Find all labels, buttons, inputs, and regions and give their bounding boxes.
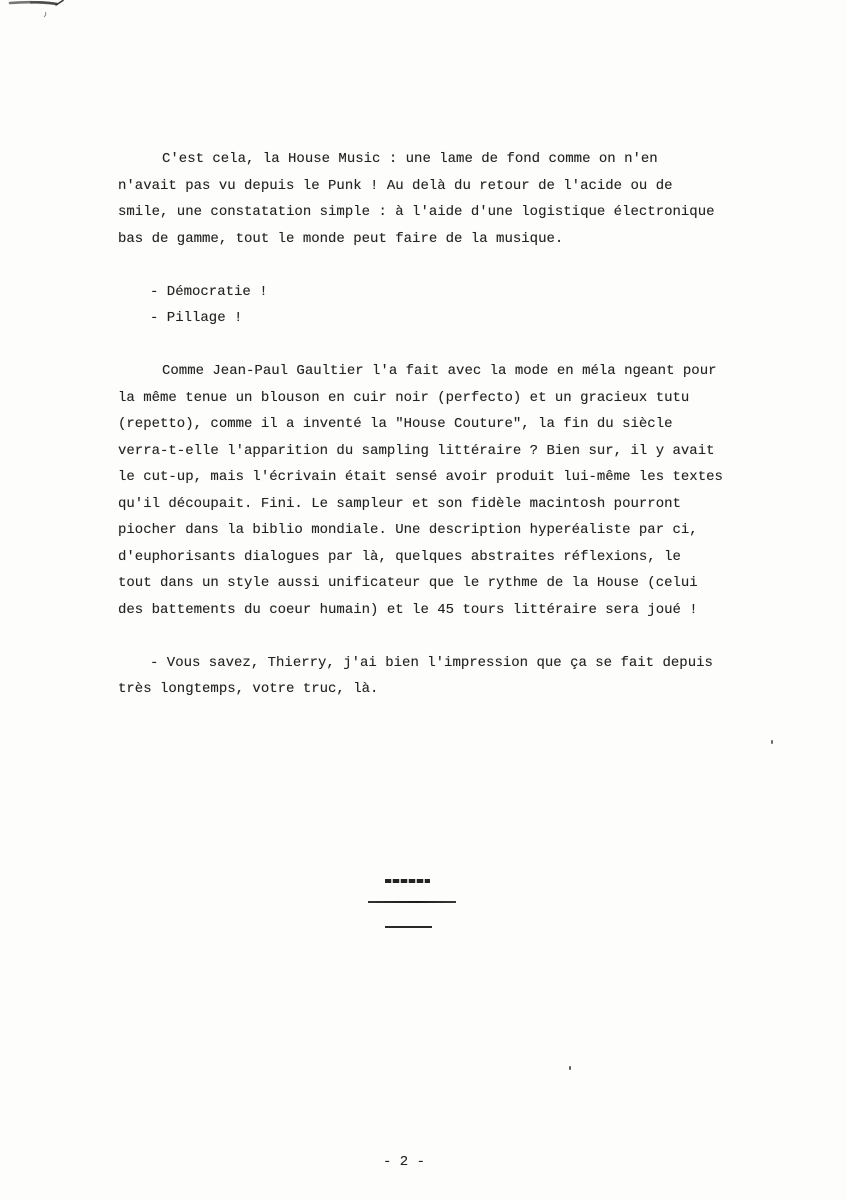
text-line: smile, une constatation simple : à l'aide d'une logistique électronique (118, 204, 715, 220)
text-line: qu'il découpait. Fini. Le sampleur et son fidèle macintosh pourront (118, 495, 681, 512)
text-line: la même tenue un blouson en cuir noir (perfecto) et un gracieux tutu (118, 389, 690, 406)
scan-artifact-icon (0, 0, 90, 32)
text-line: d'euphorisants dialogues par là, quelques abstraites réflexions, le (118, 548, 681, 565)
text-line: bas de gamme, tout le monde peut faire de la musique. (118, 230, 564, 247)
paragraph-house-music (118, 146, 723, 252)
paragraph-gaultier-sampling (118, 358, 723, 623)
text-line: très longtemps, votre truc, là. (118, 681, 379, 697)
separator-long-line (368, 901, 456, 903)
text-line: verra-t-elle l'apparition du sampling littéraire ? Bien sur, il y avait (118, 442, 715, 459)
text-line: (repetto), comme il a inventé la "House Couture", la fin du siècle (118, 416, 673, 432)
document-body (118, 146, 723, 703)
paragraph-dialogue-thierry (118, 650, 723, 703)
text-line: n'avait pas vu depuis le Punk ! Au delà du retour de l'acide ou de (118, 177, 673, 194)
text-line: des battements du coeur humain) et le 45 tours littéraire sera joué ! (118, 601, 698, 618)
text-line: le cut-up, mais l'écrivain était sensé avoir produit lui-même les textes (118, 469, 723, 485)
separator-short-line (385, 926, 432, 928)
text-line: - Pillage ! (150, 310, 243, 326)
text-line: Comme Jean-Paul Gaultier l'a fait avec la mode en méla ngeant pour (162, 363, 717, 379)
text-line: piocher dans la biblio mondiale. Une description hyperéaliste par ci, (118, 522, 698, 538)
page-number: - 2 - (383, 1154, 426, 1170)
text-line: C'est cela, la House Music : une lame de fond comme on n'en (162, 151, 658, 167)
separator-dashed-line (385, 879, 430, 883)
text-line: - Démocratie ! (150, 283, 268, 300)
text-line: tout dans un style aussi unificateur que le rythme de la House (celui (118, 575, 698, 591)
scan-speck (771, 740, 773, 744)
scan-speck (569, 1066, 571, 1070)
paragraph-dialogue-exclamations (118, 279, 723, 332)
text-line: - Vous savez, Thierry, j'ai bien l'impression que ça se fait depuis (150, 654, 713, 671)
